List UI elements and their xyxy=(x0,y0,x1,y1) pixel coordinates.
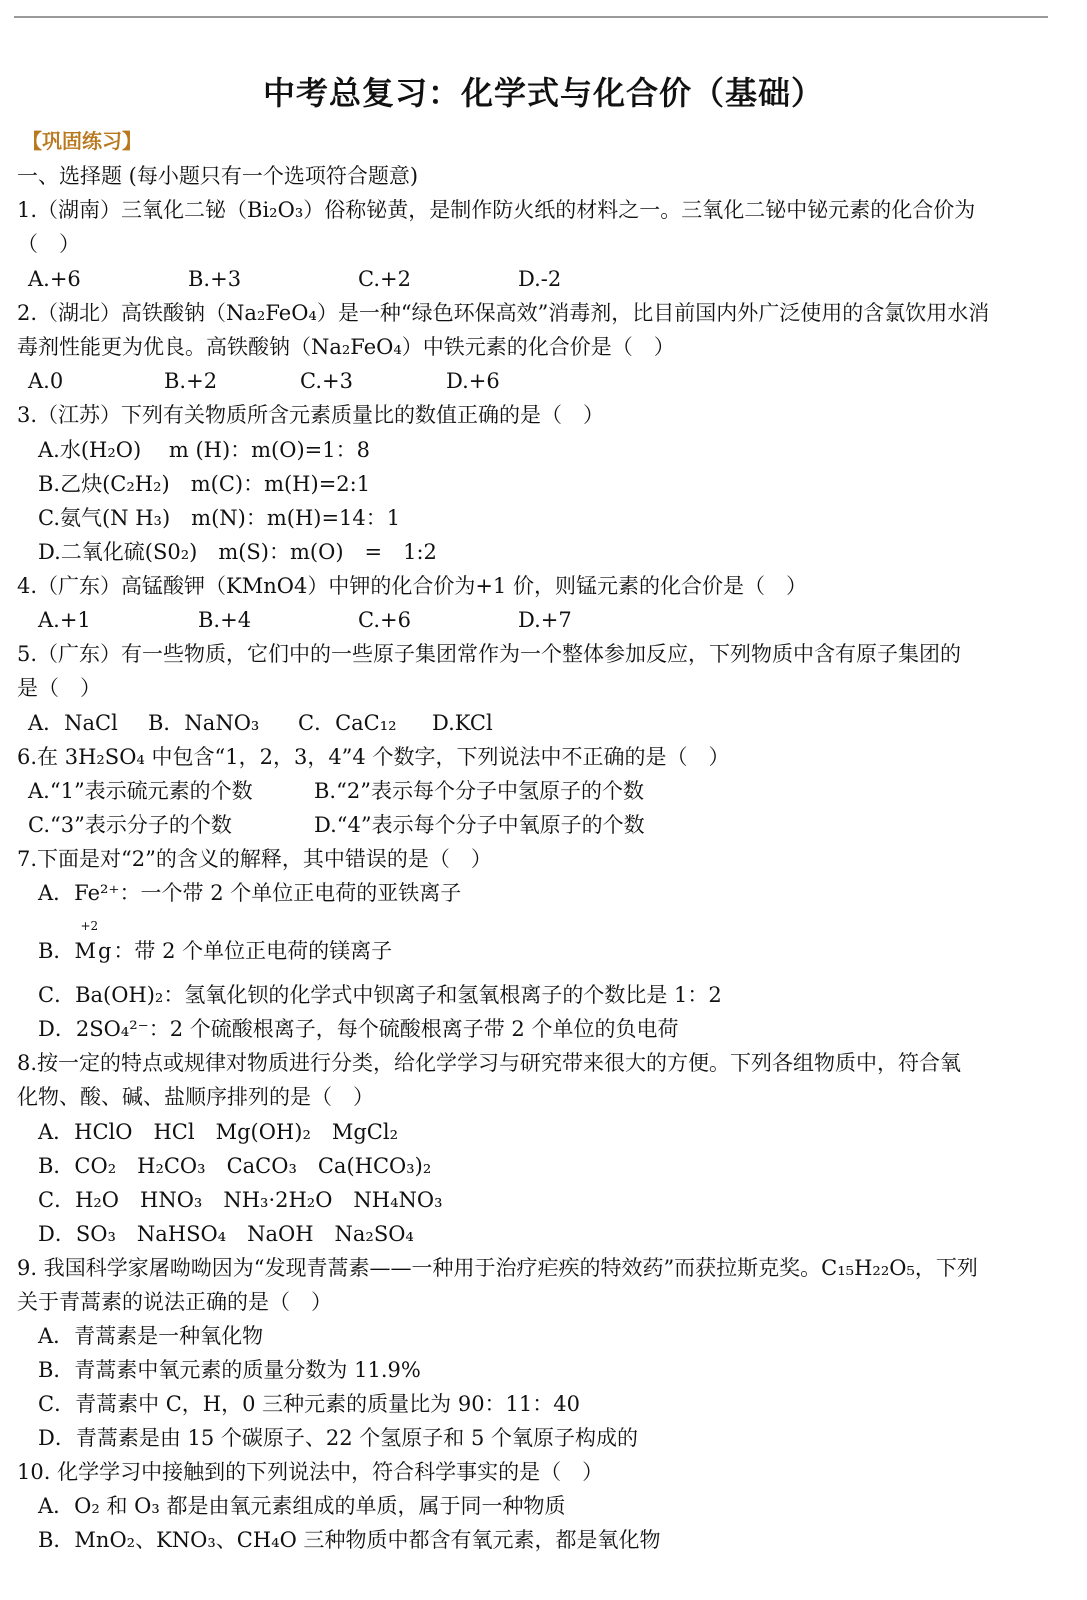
q5-stem-line1: 5.（广东）有一些物质，它们中的一些原子集团常作为一个整体参加反应，下列物质中含有原子集团的 xyxy=(17,642,962,666)
q8-option-c: C．H₂O HNO₃ NH₃·2H₂O NH₄NO₃ xyxy=(38,1188,443,1212)
q8-option-a: A．HClO HCl Mg(OH)₂ MgCl₂ xyxy=(38,1120,399,1144)
q2-option-c: C.+3 xyxy=(300,369,353,393)
q3-option-a: A.水(H₂O) m (H)：m(O)=1：8 xyxy=(38,438,370,462)
q6-option-c: C.“3”表示分子的个数 xyxy=(28,813,232,837)
q1-option-c: C.+2 xyxy=(358,267,411,291)
q1-option-b: B.+3 xyxy=(188,267,242,291)
q1-stem-line2: （ ） xyxy=(17,232,80,256)
q3-option-c: C.氨气(N H₃) m(N)：m(H)=14：1 xyxy=(38,506,401,530)
q5-option-d: D.KCl xyxy=(432,711,493,735)
q9-stem-line2: 关于青蒿素的说法正确的是（ ） xyxy=(17,1290,332,1314)
q9-stem-line1: 9. 我国科学家屠呦呦因为“发现青蒿素——一种用于治疗疟疾的特效药”而获拉斯克奖。C₁₅H₂₂O₅，下列 xyxy=(17,1256,978,1280)
q7-option-b-prefix: B． xyxy=(38,939,75,963)
q7-stem: 7.下面是对“2”的含义的解释，其中错误的是（ ） xyxy=(17,847,492,871)
q1-option-d: D.-2 xyxy=(518,267,562,291)
q1-option-a: A.+6 xyxy=(28,267,81,291)
q6-option-d: D.“4”表示每个分子中氧原子的个数 xyxy=(314,813,645,837)
q5-option-b: B．NaNO₃ xyxy=(148,711,260,735)
q5-option-a: A．NaCl xyxy=(28,711,118,735)
q5-stem-line2: 是（ ） xyxy=(17,676,101,700)
q7-option-b xyxy=(38,919,393,966)
q4-option-d: D.+7 xyxy=(518,608,572,632)
q8-option-d: D．SO₃ NaHSO₄ NaOH Na₂SO₄ xyxy=(38,1222,414,1246)
q2-option-a: A.0 xyxy=(28,369,64,393)
q7-option-c: C．Ba(OH)₂：氢氧化钡的化学式中钡离子和氢氧根离子的个数比是 1：2 xyxy=(38,983,722,1007)
q6-stem: 6.在 3H₂SO₄ 中包含“1，2，3，4”4 个数字，下列说法中不正确的是（ ） xyxy=(17,745,730,769)
q7-option-d: D．2SO₄²⁻：2 个硫酸根离子，每个硫酸根离子带 2 个单位的负电荷 xyxy=(38,1017,679,1041)
q8-stem-line1: 8.按一定的特点或规律对物质进行分类，给化学学习与研究带来很大的方便。下列各组物质中，符合氧 xyxy=(17,1051,962,1075)
section-tag xyxy=(22,126,142,156)
q7-option-b-text: ：带 2 个单位正电荷的镁离子 xyxy=(113,939,393,963)
q7-valence-mark: +2 xyxy=(80,919,99,933)
q9-option-c: C．青蒿素中 C，H，0 三种元素的质量比为 90：11：40 xyxy=(38,1392,580,1416)
q9-option-a: A．青蒿素是一种氧化物 xyxy=(38,1324,264,1348)
q4-option-a: A.+1 xyxy=(38,608,91,632)
q6-option-b: B.“2”表示每个分子中氢原子的个数 xyxy=(314,779,644,803)
q10-option-a: A．O₂ 和 O₃ 都是由氧元素组成的单质，属于同一种物质 xyxy=(38,1494,566,1518)
q7-element-symbol: Mg xyxy=(74,939,114,963)
q5-option-c: C．CaC₁₂ xyxy=(298,711,397,735)
q3-option-d: D.二氧化硫(S0₂) m(S)：m(O) = 1:2 xyxy=(38,540,437,564)
q2-option-d: D.+6 xyxy=(446,369,500,393)
q2-stem-line2: 毒剂性能更为优良。高铁酸钠（Na₂FeO₄）中铁元素的化合价是（ ） xyxy=(17,335,675,359)
q1-stem-line1: 1.（湖南）三氧化二铋（Bi₂O₃）俗称铋黄，是制作防火纸的材料之一。三氧化二铋中铋元素的化合价为 xyxy=(17,198,976,222)
q4-option-b: B.+4 xyxy=(198,608,252,632)
q9-option-d: D．青蒿素是由 15 个碳原子、22 个氢原子和 5 个氧原子构成的 xyxy=(38,1426,639,1450)
q4-option-c: C.+6 xyxy=(358,608,411,632)
q2-option-b: B.+2 xyxy=(164,369,218,393)
q7-option-a: A．Fe²⁺：一个带 2 个单位正电荷的亚铁离子 xyxy=(38,881,462,905)
q3-stem: 3.（江苏）下列有关物质所含元素质量比的数值正确的是（ ） xyxy=(17,403,605,427)
top-divider xyxy=(14,16,1048,18)
q6-option-a: A.“1”表示硫元素的个数 xyxy=(28,779,253,803)
q3-option-b: B.乙炔(C₂H₂) m(C)：m(H)=2:1 xyxy=(38,472,371,496)
q9-option-b: B．青蒿素中氧元素的质量分数为 11.9% xyxy=(38,1358,421,1382)
q8-stem-line2: 化物、酸、碱、盐顺序排列的是（ ） xyxy=(17,1085,374,1109)
part-heading: 一、选择题 (每小题只有一个选项符合题意) xyxy=(17,164,419,188)
q2-stem-line1: 2.（湖北）高铁酸钠（Na₂FeO₄）是一种“绿色环保高效”消毒剂，比目前国内外广泛使用的含氯饮用水消 xyxy=(17,301,990,325)
q7-valence-symbol xyxy=(74,919,114,966)
q8-option-b: B．CO₂ H₂CO₃ CaCO₃ Ca(HCO₃)₂ xyxy=(38,1154,432,1178)
q10-option-b: B．MnO₂、KNO₃、CH₄O 三种物质中都含有氧元素，都是氧化物 xyxy=(38,1528,661,1552)
section-tag-label: 【巩固练习】 xyxy=(22,129,142,153)
q10-stem: 10. 化学学习中接触到的下列说法中，符合科学事实的是（ ） xyxy=(17,1460,604,1484)
q4-stem: 4.（广东）高锰酸钾（KMnO4）中钾的化合价为+1 价，则锰元素的化合价是（ ） xyxy=(17,574,807,598)
page-title: 中考总复习：化学式与化合价（基础） xyxy=(262,74,824,112)
